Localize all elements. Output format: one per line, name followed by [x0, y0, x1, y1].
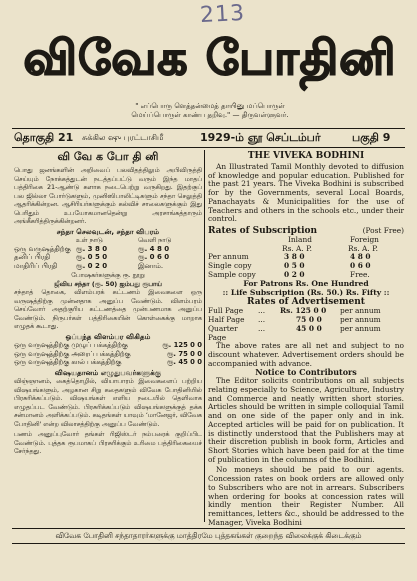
column-divider	[204, 150, 205, 522]
masthead-title: விவேக போதினி	[23, 30, 397, 86]
english-rates-cols: Inland Foreign	[288, 234, 379, 244]
tamil-ad-row: ஒரு வருஷத்திற்கு அரைப் பக்கத்திற்கு ரூ. 75 0 0	[14, 349, 202, 358]
motto-line-2: மெய்ப்பொருள் காண்ப தறிவு." — திருவள்ளுவர்.	[131, 111, 289, 119]
english-ad-row: Half Page ... 75 0 0 per annum	[208, 315, 381, 325]
english-contrib-text: The Editor solicits contributions on all subjects relating especially to Science, Agriculture, Industry and Commerce and neatly written short stories. Articles should be written in simple colloquial Tamil and on one side of the paper only and in ink. Accepted articles will be paid for on publication. It is distinctly understood that the Publishers may at their discretion publish in book form, Articles and Short Stories which have been paid for at the time of publication in the columns of the Bodhini.	[208, 376, 404, 464]
english-rates-heading: Rates of Subscription	[208, 225, 318, 236]
tamil-heading: வி வே க போ தி னி	[57, 150, 159, 163]
tamil-rate-row: மாதிரிப் பிரதி ரூ. 0 2 0 இனாம்.	[14, 261, 164, 270]
english-ad-heading: Rates of Advertisement	[247, 297, 365, 308]
english-column	[208, 150, 404, 527]
tamil-column	[14, 150, 202, 522]
tamil-ad-row: ஒரு வருஷத்திற்கு கால் பக்கத்திற்கு ரூ. 45 0 0	[14, 358, 202, 366]
english-contrib-heading: Notice to Contributors	[255, 367, 357, 378]
issue-volume: தொகுதி 21	[14, 130, 74, 144]
english-patrons-line: For Patrons Rs. One Hundred	[243, 279, 369, 289]
tamil-life-line: ஜீவிய சந்தா (ரூ. 50) ஐம்பது ரூபாய்	[54, 279, 162, 288]
issue-year: 1929-ம் ஞூ செப்டம்பர்	[200, 130, 321, 144]
english-rates-note: (Post Free)	[362, 225, 404, 235]
motto-line-1: " எப்பொரு ளெத்தன்மைத் தாயினு மப்பொருள்	[135, 102, 285, 110]
tamil-rate-row: தனிப் பிரதி ரூ. 0 5 0 ரூ. 0 6 0	[14, 253, 170, 261]
english-ad-note: The above rates are all net and subject to no discount whatever. Advertisement orders should be accompanied with advance.	[208, 341, 404, 368]
issue-part: பகுதி 9	[352, 130, 391, 144]
tamil-intro: பொது ஜனங்களின் அறிவைப் பலவிதத்திலும் அபிவிருத்தி செய்யும் நோக்கத்துடன் நடத்தப்பட்டு வரும் இந்த மாதப் பத்திரிகை 21-ஆண்டு களாக நடைபெற்று வருகிறது. இதற்குப் பல ஜில்லா போர்டுகளும், முனிஸிபாலிட்டிகளும் சந்தா செலுத்தி ஆதரிக்கின்றன. ஆசிரியர்களுக்கும் கல்விச் சாலைகளுக்கும் இது பெரிதும் உபயோகமானதென்று அரசாங்கத்தாரும் அங்கீகரித்திருக்கின்றனர்.	[14, 166, 202, 225]
masthead	[14, 22, 406, 100]
english-currency-row: Rs. A. P. Rs. A. P.	[282, 243, 378, 253]
tamil-ad-heading: ஒப்பந்த விளம்பர விகிதம்	[65, 331, 151, 341]
english-rate-row: Sample copy 0 2 0 Free.	[208, 269, 370, 279]
english-ad-row: Quarter Page ... 45 0 0 per annum	[208, 323, 381, 342]
tamil-rates-heading: சந்தா செலவுடன், சந்தா விபரம்	[56, 226, 160, 236]
tamil-ad-row: ஒரு வருஷத்திற்கு முழுப் பக்கத்திற்கு ரூ. 125 0 0	[14, 341, 202, 349]
tamil-ad-intro: சந்தாத் தொகை, விளம்பரக் கட்டணம் இவைகளை ஒரு வருஷத்திற்கு முன்னதாக அனுப்ப வேண்டும். விளம்பரம் செய்வோர் அதற்குரிய கட்டணத்தை முன்பணமாக அனுப்ப வேண்டும். நிருபர்கள் பத்திரிகையின் கொள்கைக்கு மாறாக எழுதக் கூடாது.	[14, 288, 202, 330]
english-rate-row: Single copy 0 5 0 0 6 0	[208, 261, 371, 271]
tamil-closing-text: பணம் அனுப்புவோர் தங்கள் ரிஜிஸ்டர் நம்பரைக் குறிப்பிட வேண்டும். புத்தக ரூபமாகப் பிரசுரிக்கும் உரிமை பத்திரிகையைச் சேர்ந்தது.	[14, 430, 202, 455]
tamil-rate-row: ஒரு வருஷத்திற்கு ரூ. 3 8 0 ரூ. 4 8 0	[14, 244, 170, 253]
tamil-contrib-text: விஞ்ஞானம், கைத்தொழில், வியாபாரம் இவைகளைப் பற்றிய விஷயங்களும், அழகான சிறு கதைகளும் விவேக போதினியில் பிரசுரிக்கப்படும். விஷயங்கள் எளிய நடையில் தெளிவாக எழுதப்பட வேண்டும். பிரசுரிக்கப்படும் விஷயங்களுக்குத் தக்க சன்மானம் அளிக்கப்படும். கடிதங்கள் யாவும் ‘மானேஜர், விவேக போதினி' என்ற விலாசத்திற்கு அனுப்ப வேண்டும்.	[14, 377, 202, 428]
handwritten-page-number: 213	[199, 0, 246, 29]
tamil-patrons-line: போஷகர்களுக்கு ரூ. நூறு	[71, 271, 145, 279]
english-life-line: :: Life Subscription (Rs. 50.) Rs. Fifty ::	[222, 288, 390, 298]
english-title: THE VIVEKA BODHINI	[247, 151, 365, 161]
issue-bar	[12, 128, 405, 148]
english-rate-row: Per annum 3 8 0 4 8 0	[208, 252, 371, 262]
english-intro: An Illustrated Tamil Monthly devoted to diffusion of knowledge and popular education. Published for the past 21 years. The Viveka Bodhini is subscribed for by the Governments, several Local Boards, Panachayats & Municipalities for the use of Teachers and others in the schools etc., under their control.	[208, 162, 404, 224]
tamil-rates-cols: உள் நாடு வெளி நாடு	[76, 236, 172, 244]
footer-notice: விவேக போதினி சந்தாதாரர்களுக்கு மாத்திரமே புத்தகங்கள் குறைந்த விலைக்குக் கிடைக்கும்	[12, 528, 405, 544]
issue-month: சுக்கில ஷு புரட்டாசிமீ	[82, 133, 164, 142]
english-ad-row: Full Page ... Rs. 125 0 0 per annum	[208, 306, 381, 316]
tamil-contrib-heading: விஷயதானம் எழுதுபவர்களுக்கு	[54, 367, 162, 377]
english-closing-text: No moneys should be paid to our agents. Concession rates on book orders are allowed only to Subscribers who are not in arrears. Subscribers when ordering for books at concession rates will kindly mention their Register Number. All remittances, letters &c., should be addressed to the Manager, Viveka Bodhini	[208, 465, 404, 527]
